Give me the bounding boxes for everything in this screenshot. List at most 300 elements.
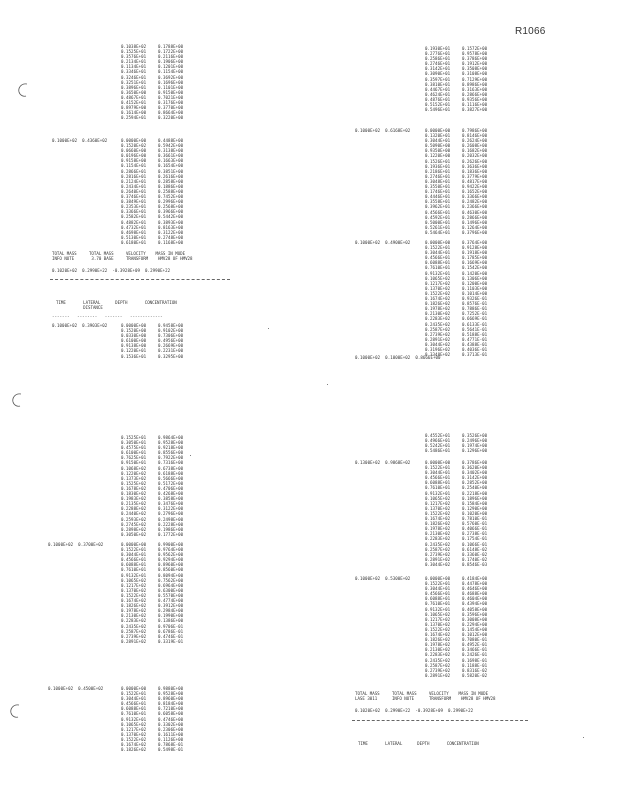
- data-cell: 0.7986E+00: [462, 128, 488, 133]
- data-cell: 0.7868E-01: [158, 742, 184, 748]
- data-cell: 0.2435E+02: [425, 541, 451, 547]
- data-cell: 0.1020E+00: [462, 510, 488, 516]
- data-cell: 0.2032E+00: [462, 153, 488, 159]
- data-cell: 0.2640E+01: [121, 188, 147, 194]
- data-cell: 0.9562E+00: [158, 552, 184, 558]
- data-cell: 0.2435E+02: [425, 657, 451, 663]
- data-column: [121, 138, 146, 245]
- data-cell: 0.9578E+00: [462, 51, 488, 57]
- data-cell: 0.9150E+01: [121, 460, 147, 466]
- data-cell: 0.3779E+00: [462, 173, 488, 179]
- data-cell: 0.5442E+00: [158, 214, 184, 220]
- data-cell: 0.1652E+00: [462, 189, 488, 195]
- data-cell: 0.1220E+00: [425, 153, 451, 159]
- dashed-rule: [50, 279, 230, 280]
- data-column: [158, 686, 183, 752]
- data-cell: 0.2283E+02: [121, 618, 147, 624]
- data-cell: 0.7452E+00: [158, 194, 184, 200]
- data-cell: 0.3246E+01: [121, 74, 147, 80]
- data-cell: 0.6786E-01: [158, 628, 184, 634]
- scan-speck: [190, 455, 191, 456]
- data-column: [121, 542, 146, 644]
- data-cell: 0.2130E+02: [425, 311, 451, 317]
- data-cell: 0.2218E+00: [462, 490, 488, 496]
- data-cell: 0.9326E-01: [462, 296, 488, 302]
- data-cell: 0.1614E+00: [121, 110, 147, 116]
- data-cell: 0.9132E+01: [425, 270, 451, 276]
- data-cell: 0.2816E+01: [121, 173, 147, 179]
- data-cell: 0.9294E+00: [158, 557, 184, 563]
- data-cell: 0.2435E+02: [121, 623, 147, 629]
- data-cell: 0.9218E+00: [158, 445, 184, 451]
- data-cell: 0.2587E+02: [425, 546, 451, 552]
- data-cell: 0.6964E+00: [158, 582, 184, 588]
- hole-punch-icon: [9, 703, 21, 719]
- data-cell: 0.9128E+00: [462, 245, 488, 251]
- data-cell: 0.1370E+02: [425, 621, 451, 627]
- data-cell: 0.7562E+00: [158, 577, 184, 583]
- row-label: 0.1000E+02 0.4500E+02: [48, 686, 104, 691]
- document-id: R1066: [515, 26, 546, 37]
- data-cell: 0.4394E+00: [462, 601, 488, 607]
- data-cell: 0.3650E+00: [121, 89, 147, 95]
- data-cell: 0.4152E+01: [121, 100, 147, 106]
- data-cell: 0.4575E+01: [121, 445, 147, 451]
- data-cell: 0.4478E+00: [462, 581, 488, 587]
- data-cell: 0.5188E-01: [462, 331, 488, 337]
- data-cell: 0.4688E+00: [462, 591, 488, 597]
- data-cell: 0.1103E+00: [462, 285, 488, 291]
- data-cell: 0.3366E+01: [121, 209, 147, 215]
- data-cell: 0.8163E+00: [158, 224, 184, 230]
- data-cell: 0.3576E+01: [121, 54, 147, 60]
- data-cell: 0.3122E+00: [158, 506, 184, 512]
- data-cell: 0.7080E-01: [462, 637, 488, 643]
- data-cell: 0.2306E+00: [158, 726, 184, 732]
- data-cell: 0.4817E+00: [462, 178, 488, 184]
- data-cell: 0.1986E+00: [158, 526, 184, 532]
- data-cell: 0.1065E+02: [425, 495, 451, 501]
- data-cell: 0.4630E+00: [462, 209, 488, 215]
- data-cell: 0.2898E+02: [121, 526, 147, 532]
- data-cell: 0.3142E+00: [462, 475, 488, 481]
- data-cell: 0.1611E+00: [158, 731, 184, 737]
- data-cell: 0.1012E+00: [462, 632, 488, 638]
- data-cell: 0.5760E-01: [462, 521, 488, 527]
- summary-header: [355, 691, 496, 702]
- data-cell: 0.1740E-02: [462, 556, 488, 562]
- data-cell: 0.1370E+02: [121, 731, 147, 737]
- data-cell: 0.1785E+00: [462, 255, 488, 261]
- data-cell: 0.1978E+02: [121, 608, 147, 614]
- data-column: [425, 433, 450, 453]
- data-cell: 0.3764E+00: [462, 240, 488, 245]
- data-cell: 0.3661E+00: [158, 153, 184, 159]
- data-cell: 0.3295E+00: [158, 353, 184, 359]
- data-cell: 0.3319E-01: [158, 638, 184, 644]
- data-cell: 0.5498E-01: [158, 747, 184, 753]
- data-cell: 0.9706E-01: [158, 623, 184, 629]
- data-cell: 0.1698E-01: [462, 657, 488, 663]
- data-cell: 0.2134E+01: [121, 59, 147, 65]
- data-cell: 0.9900E+00: [158, 542, 184, 547]
- data-cell: 0.7886E-01: [462, 306, 488, 312]
- data-cell: 0.9350E+00: [425, 148, 451, 154]
- data-cell: 0.1978E+02: [425, 306, 451, 312]
- data-cell: 0.1542E+00: [462, 265, 488, 271]
- data-cell: 0.2283E+02: [425, 652, 451, 658]
- data-cell: 0.9880E+00: [158, 686, 184, 691]
- data-cell: 0.3966E+00: [158, 209, 184, 215]
- data-cell: 0.1522E+02: [425, 626, 451, 632]
- data-cell: 0.4706E+00: [158, 485, 184, 491]
- data-cell: 0.3636E+00: [462, 163, 488, 169]
- row-label: 0.1000E+02 0.4900E+02: [355, 240, 411, 245]
- data-cell: 0.1754E-01: [462, 536, 488, 542]
- data-cell: 0.8560E+00: [158, 567, 184, 573]
- data-cell: 0.2130E+02: [425, 647, 451, 653]
- data-cell: 0.9528E+00: [158, 440, 184, 446]
- row-label: 0.1000E+02 0.4360E+02: [52, 138, 108, 143]
- data-cell: 0.1420E+00: [462, 270, 488, 276]
- data-cell: 0.5486E+01: [425, 448, 451, 454]
- data-cell: 0.7610E+01: [425, 601, 451, 607]
- data-cell: 0.8556E+00: [158, 450, 184, 456]
- data-cell: 0.2426E-01: [462, 652, 488, 658]
- data-cell: 0.2588E+00: [158, 188, 184, 194]
- data-cell: 0.2866E+00: [462, 91, 488, 97]
- data-cell: 0.4566E+01: [121, 557, 147, 563]
- data-cell: 0.4624E+01: [425, 91, 451, 97]
- data-cell: 0.4592E+01: [425, 214, 451, 220]
- data-cell: 0.4956E+00: [158, 338, 184, 344]
- data-cell: 0.7610E+01: [121, 567, 147, 573]
- data-cell: 0.6100E+01: [121, 450, 147, 456]
- data-cell: 0.7610E+01: [425, 265, 451, 271]
- data-cell: 0.8546E-03: [462, 561, 488, 567]
- data-cell: 0.3108E+00: [462, 71, 488, 77]
- data-cell: 0.3858E+00: [158, 496, 184, 502]
- data-cell: 0.2434E+01: [121, 183, 147, 189]
- data-cell: 0.6180E+01: [121, 239, 147, 245]
- data-cell: 0.3044E+01: [425, 586, 451, 592]
- data-cell: 0.1669E+00: [462, 260, 488, 266]
- data-cell: 0.0330E+00: [121, 333, 147, 339]
- data-cell: 0.3597E+01: [425, 76, 451, 82]
- scan-speck: [268, 328, 269, 329]
- data-column: [425, 128, 450, 235]
- data-cell: 0.1454E+00: [462, 626, 488, 632]
- data-cell: 0.3044E+01: [425, 138, 451, 144]
- data-cell: 0.1320E+01: [425, 133, 451, 139]
- data-cell: 0.1746E+01: [425, 189, 451, 195]
- data-cell: 0.2498E+00: [158, 516, 184, 522]
- data-cell: 0.3550E+01: [425, 184, 451, 190]
- data-cell: 0.0000E+00: [425, 128, 451, 133]
- data-cell: 0.9138E+00: [121, 343, 147, 349]
- data-column: [462, 576, 487, 678]
- data-cell: 0.7129E+00: [462, 76, 488, 82]
- data-cell: 0.1217E+02: [425, 500, 451, 506]
- data-cell: 0.2593E+02: [121, 516, 147, 522]
- data-cell: 0.3596E+00: [462, 611, 488, 617]
- data-cell: 0.1065E+02: [121, 721, 147, 727]
- data-cell: 0.4604E+00: [462, 596, 488, 602]
- data-cell: 0.1936E+01: [425, 163, 451, 169]
- data-cell: 0.2283E+02: [425, 536, 451, 542]
- data-cell: 0.4552E+01: [425, 433, 451, 438]
- data-cell: 0.2186E+01: [425, 168, 451, 174]
- data-cell: 0.3346E+01: [121, 69, 147, 75]
- data-cell: 0.7625E+01: [121, 455, 147, 461]
- summary-header: [52, 251, 193, 262]
- data-column: [462, 240, 487, 357]
- data-cell: 0.7922E+00: [158, 455, 184, 461]
- data-cell: 0.3558E+01: [425, 199, 451, 205]
- data-cell: 0.1522E+02: [121, 736, 147, 742]
- data-cell: 0.4732E+01: [121, 224, 147, 230]
- data-cell: 0.6088E+01: [425, 260, 451, 266]
- data-cell: 0.3402E+00: [462, 470, 488, 476]
- data-column: [158, 542, 183, 644]
- data-cell: 0.0000E+00: [425, 460, 451, 465]
- data-cell: 0.1520E+02: [121, 143, 147, 149]
- data-cell: 0.4966E+01: [425, 438, 451, 444]
- data-cell: 0.1990E+00: [158, 613, 184, 619]
- data-cell: 0.3827E+00: [462, 107, 488, 113]
- data-cell: 0.2776E+01: [425, 51, 451, 57]
- data-cell: 0.1065E+02: [121, 577, 147, 583]
- data-cell: 0.2745E+02: [121, 521, 147, 527]
- data-cell: 0.8316E-02: [462, 667, 488, 673]
- data-cell: 0.1772E+00: [158, 531, 184, 537]
- data-cell: 0.3196E+02: [425, 346, 451, 352]
- data-column: [158, 435, 183, 537]
- data-cell: 0.7316E+00: [158, 460, 184, 466]
- data-cell: 0.8146E+00: [462, 133, 488, 139]
- data-cell: 0.9422E+00: [462, 184, 488, 190]
- data-cell: 0.2353E+01: [121, 204, 147, 210]
- data-column: [121, 686, 146, 752]
- data-cell: TOTAL MASS TOTAL MASS VELOCITY MASS IN MODE: [355, 691, 489, 696]
- data-cell: 0.4058E+00: [462, 606, 488, 612]
- data-column: [158, 44, 183, 120]
- row-label: 0.1300E+02 0.9868E+02: [355, 460, 411, 465]
- data-cell: 0.2440E+02: [121, 511, 147, 517]
- table-header: TIME LATERAL DEPTH CONCENTRATION: [358, 741, 479, 746]
- data-cell: 0.6088E+01: [121, 706, 147, 712]
- data-cell: 0.1674E+02: [425, 632, 451, 638]
- data-cell: 0.2858E+00: [158, 178, 184, 184]
- data-cell: 0.1722E+00: [158, 49, 184, 55]
- data-cell: 0.1522E+01: [425, 581, 451, 587]
- data-cell: 0.6058E+00: [158, 711, 184, 717]
- data-cell: 0.4774E+00: [158, 598, 184, 604]
- data-cell: 0.3044E+02: [425, 561, 451, 567]
- data-cell: 0.1584E+00: [462, 500, 488, 506]
- data-cell: 0.3044E+02: [425, 341, 451, 347]
- data-cell: 0.3912E+00: [158, 603, 184, 609]
- data-cell: 0.1826E+02: [425, 301, 451, 307]
- data-cell: 0.9150E+00: [158, 89, 184, 95]
- data-cell: 0.1525E+02: [121, 480, 147, 486]
- data-cell: 0.1522E+01: [121, 691, 147, 697]
- data-cell: 0.1663E+00: [158, 158, 184, 164]
- data-cell: 0.1886E+00: [158, 183, 184, 189]
- data-cell: 0.4388E-01: [462, 341, 488, 347]
- table-header: [56, 300, 177, 311]
- data-cell: 0.3122E+00: [158, 229, 184, 235]
- data-cell: 0.5820E-02: [462, 672, 488, 678]
- data-cell: 0.1674E+02: [121, 598, 147, 604]
- data-cell: 0.1014E+00: [462, 290, 488, 296]
- data-cell: 0.9528E+00: [158, 691, 184, 697]
- data-cell: 0.2891E+02: [425, 336, 451, 342]
- data-cell: 0.3713E-01: [462, 352, 488, 358]
- data-cell: 0.1154E+01: [121, 163, 147, 169]
- data-cell: 0.1066E-01: [462, 541, 488, 547]
- row-label: 0.1000E+02 0.3700E+02: [48, 542, 104, 547]
- data-cell: 0.7252E-01: [462, 311, 488, 317]
- data-cell: 0.2366E+00: [462, 204, 488, 210]
- data-cell: 0.2587E+02: [425, 326, 451, 332]
- data-cell: 0.1370E+02: [425, 505, 451, 511]
- data-cell: 0.3796E+00: [462, 229, 488, 235]
- data-cell: 0.4566E+01: [425, 591, 451, 597]
- data-cell: 0.1912E+00: [462, 61, 488, 67]
- data-cell: 0.4566E+01: [121, 701, 147, 707]
- data-cell: 0.4698E+01: [121, 229, 147, 235]
- data-column: [462, 46, 487, 112]
- data-cell: 0.2796E+00: [158, 511, 184, 517]
- data-cell: 0.1525E+01: [121, 435, 147, 440]
- data-cell: 0.1520E+00: [121, 328, 147, 334]
- data-cell: TOTAL MASS TOTAL MASS VELOCITY MASS IN MODE: [52, 251, 186, 256]
- data-cell: 0.4566E+01: [425, 209, 451, 215]
- data-cell: 0.2135E+02: [121, 501, 147, 507]
- data-cell: 0.2540E+00: [462, 485, 488, 491]
- data-cell: 0.3138E+00: [158, 148, 184, 154]
- data-cell: 0.3176E+00: [158, 100, 184, 106]
- data-cell: 0.3360E-02: [462, 551, 488, 557]
- data-cell: 0.2866E+00: [462, 214, 488, 220]
- data-cell: 0.6088E+01: [425, 596, 451, 602]
- data-cell: 0.1134E+01: [121, 64, 147, 70]
- data-cell: 0.2624E+00: [462, 138, 488, 144]
- data-cell: 0.4566E+01: [425, 475, 451, 481]
- data-cell: 0.8960E+00: [158, 562, 184, 568]
- data-cell: 0.4867E+01: [121, 94, 147, 100]
- data-cell: 0.1126E+00: [158, 736, 184, 742]
- data-cell: 0.4952E-01: [462, 642, 488, 648]
- data-cell: 0.3142E+01: [425, 66, 451, 72]
- data-cell: 0.3893E+00: [158, 219, 184, 225]
- data-cell: 0.2739E+02: [425, 667, 451, 673]
- data-cell: 0.7810E-01: [462, 516, 488, 522]
- data-cell: 0.5570E+00: [158, 592, 184, 598]
- data-cell: 0.4771E-01: [462, 336, 488, 342]
- data-cell: 0.9764E+00: [158, 547, 184, 553]
- data-cell: 0.2984E+00: [158, 608, 184, 614]
- data-cell: 0.1038E+02: [121, 44, 147, 49]
- data-cell: 0.3851E+00: [158, 168, 184, 174]
- data-cell: 0.1306E+00: [462, 275, 488, 281]
- data-cell: 0.2748E+00: [158, 234, 184, 240]
- data-cell: 0.1220E+02: [121, 470, 147, 476]
- data-cell: 0.2568E+00: [158, 204, 184, 210]
- data-cell: 0.3044E+01: [121, 696, 147, 702]
- data-cell: 0.1200E+00: [462, 280, 488, 286]
- data-cell: 0.1217E+02: [121, 726, 147, 732]
- data-cell: 0.3044E+01: [425, 250, 451, 256]
- summary-values: 0.1000E+02 0.1000E+02 0.8666E+00: [355, 355, 441, 360]
- data-cell: 0.1526E+01: [425, 158, 451, 164]
- data-cell: 0.5942E+00: [158, 143, 184, 149]
- data-cell: 0.2866E+01: [121, 168, 147, 174]
- data-cell: 0.2594E+01: [121, 115, 147, 121]
- data-cell: 0.7610E+01: [425, 485, 451, 491]
- data-cell: 0.5261E+01: [425, 224, 451, 230]
- data-cell: 0.1696E+00: [158, 79, 184, 85]
- data-cell: 0.5090E+00: [425, 143, 451, 149]
- data-cell: INFO NOTE 3.70 BASE TRANSFORM HMV28 OF HMV28: [52, 256, 193, 262]
- data-cell: 0.7306E+00: [158, 333, 184, 339]
- data-cell: 0.3050E+01: [121, 440, 147, 446]
- data-cell: 0.1370E+02: [425, 285, 451, 291]
- data-cell: 0.1674E+02: [425, 296, 451, 302]
- data-cell: 0.6148E-02: [462, 546, 488, 552]
- data-cell: 0.1674E+02: [121, 742, 147, 748]
- data-cell: 0.3163E+00: [462, 86, 488, 92]
- data-cell: 0.1386E+00: [158, 618, 184, 624]
- dashed-rule: [352, 720, 528, 721]
- data-cell: 0.5666E+00: [158, 475, 184, 481]
- data-cell: 0.7021E+00: [158, 94, 184, 100]
- data-column: [425, 46, 450, 112]
- row-label: 0.1000E+02 0.6168E+02: [355, 128, 411, 133]
- data-cell: 0.0000E+00: [121, 686, 147, 691]
- data-cell: 0.1522E+01: [121, 547, 147, 553]
- data-cell: TIME LATERAL DEPTH CONCENTRATION: [56, 300, 177, 305]
- data-cell: 0.6188E+00: [158, 470, 184, 476]
- data-cell: 0.5464E+01: [425, 229, 451, 235]
- data-cell: 0.4446E+01: [425, 194, 451, 200]
- scan-speck: [327, 384, 328, 385]
- data-cell: 0.3251E+01: [121, 79, 147, 85]
- data-cell: 0.3786E+00: [462, 56, 488, 62]
- data-cell: 0.1522E+02: [425, 510, 451, 516]
- data-cell: 0.0000E+00: [425, 576, 451, 581]
- data-cell: 0.5000E+01: [425, 219, 451, 225]
- data-cell: 0.1217E+02: [121, 582, 147, 588]
- data-cell: 0.3302E+00: [158, 721, 184, 727]
- data-cell: 0.4646E+00: [462, 586, 488, 592]
- data-cell: 0.1522E+01: [425, 465, 451, 471]
- data-cell: 0.6738E+00: [158, 465, 184, 471]
- data-cell: 0.4066E-01: [462, 526, 488, 532]
- data-column: [158, 138, 183, 245]
- data-cell: 0.4882E+01: [121, 219, 147, 225]
- data-column: [158, 323, 183, 359]
- data-cell: 0.3849E+01: [121, 199, 147, 205]
- data-cell: 0.9356E+00: [462, 96, 488, 102]
- data-cell: 0.5496E+01: [425, 107, 451, 113]
- data-cell: 0.4467E+01: [425, 86, 451, 92]
- data-cell: 0.3044E+01: [425, 470, 451, 476]
- data-column: [462, 433, 487, 453]
- data-cell: 0.3692E+00: [158, 74, 184, 80]
- data-cell: 0.2288E+02: [121, 506, 147, 512]
